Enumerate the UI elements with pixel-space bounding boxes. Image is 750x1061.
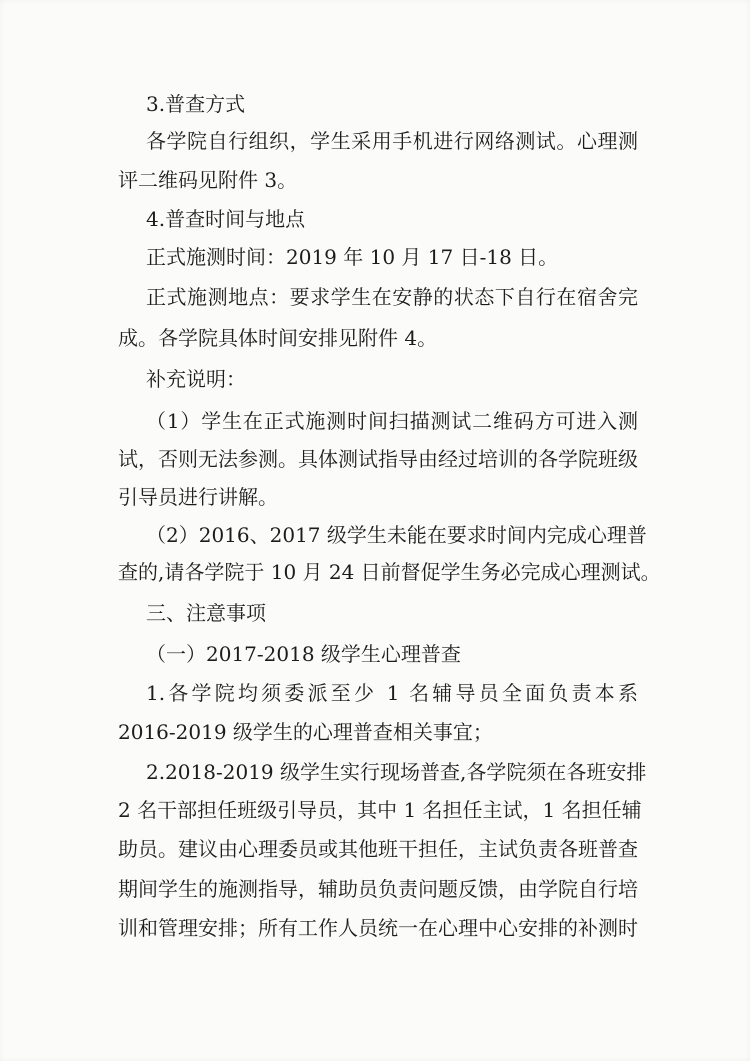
paragraph-line: 期间学生的施测指导，辅助员负责问题反馈，由学院自行培: [118, 877, 638, 901]
section-heading-time-location: 4.普查时间与地点: [146, 207, 306, 231]
paragraph-line: 1.各学院均须委派至少 1 名辅导员全面负责本系: [146, 681, 638, 705]
paragraph-line: （1）学生在正式施测时间扫描测试二维码方可进入测: [146, 409, 638, 433]
section-heading-survey-method: 3.普查方式: [146, 92, 246, 116]
paragraph-line: 各学院自行组织，学生采用手机进行网络测试。心理测: [146, 129, 638, 153]
section-heading-notes: 三、注意事项: [146, 601, 266, 625]
paragraph-line: 正式施测时间：2019 年 10 月 17 日-18 日。: [146, 245, 559, 269]
subsection-heading: （一）2017-2018 级学生心理普查: [146, 642, 461, 666]
paragraph-line: 引导员进行讲解。: [118, 485, 278, 509]
paragraph-line: 2016-2019 级学生的心理普查相关事宜；: [118, 720, 493, 744]
paragraph-line: 成。各学院具体时间安排见附件 4。: [118, 326, 438, 350]
paragraph-line: 评二维码见附件 3。: [118, 168, 298, 192]
paragraph-line: 试，否则无法参测。具体测试指导由经过培训的各学院班级: [118, 447, 638, 471]
paragraph-line: 助员。建议由心理委员或其他班干担任，主试负责各班普查: [118, 837, 638, 861]
paragraph-line: 正式施测地点：要求学生在安静的状态下自行在宿舍完: [146, 285, 638, 309]
paragraph-line: 训和管理安排；所有工作人员统一在心理中心安排的补测时: [118, 916, 638, 940]
paragraph-line: 2 名干部担任班级引导员，其中 1 名担任主试，1 名担任辅: [118, 798, 642, 822]
paragraph-line: 2.2018-2019 级学生实行现场普查,各学院须在各班安排: [146, 760, 647, 784]
paragraph-line: 查的,请各学院于 10 月 24 日前督促学生务必完成心理测试。: [118, 560, 661, 584]
paragraph-line: （2）2016、2017 级学生未能在要求时间内完成心理普: [146, 523, 647, 547]
supplement-heading: 补充说明：: [146, 367, 246, 391]
